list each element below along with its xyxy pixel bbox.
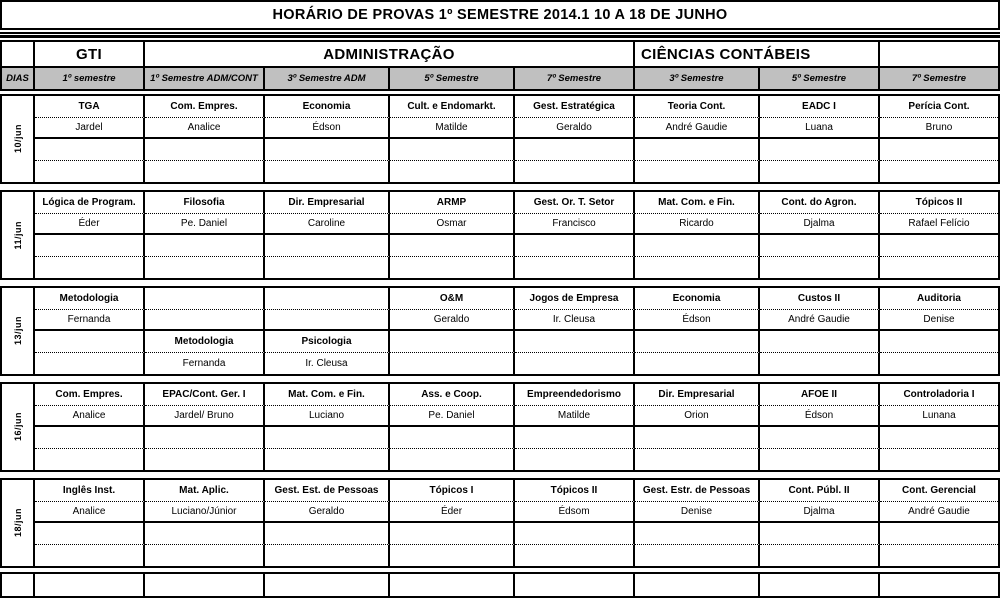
date-cell	[2, 288, 35, 374]
subject-cell	[265, 288, 390, 310]
subject-cell	[635, 139, 760, 161]
teacher-cell	[390, 161, 515, 183]
teacher-cell: André Gaudie	[635, 118, 760, 140]
teacher-cell: Bruno	[880, 118, 998, 140]
footer-cell	[2, 574, 35, 596]
teacher-cell	[35, 545, 145, 567]
subject-cell	[880, 427, 998, 449]
subject-cell	[515, 331, 635, 353]
teacher-cell	[145, 161, 265, 183]
col-header-gti-1sem: 1º semestre	[35, 68, 145, 89]
teacher-cell	[35, 449, 145, 471]
subject-cell	[515, 523, 635, 545]
teacher-cell	[390, 353, 515, 375]
teacher-cell: Lunana	[880, 406, 998, 428]
teacher-cell: Analice	[35, 502, 145, 524]
teacher-cell: Fernanda	[145, 353, 265, 375]
teacher-cell	[145, 449, 265, 471]
subject-cell	[145, 235, 265, 257]
footer-cell	[265, 574, 390, 596]
subject-cell: Inglês Inst.	[35, 480, 145, 502]
teacher-cell: Édson	[635, 310, 760, 332]
teacher-cell: Luciano/Júnior	[145, 502, 265, 524]
subject-cell: Jogos de Empresa	[515, 288, 635, 310]
subject-cell: Gest. Estr. de Pessoas	[635, 480, 760, 502]
footer-cell	[880, 574, 998, 596]
footer-cell	[145, 574, 265, 596]
teacher-cell: Édson	[760, 406, 880, 428]
teacher-cell: Osmar	[390, 214, 515, 236]
subject-cell: Com. Empres.	[35, 384, 145, 406]
date-cell	[2, 480, 35, 566]
date-label: 16/jun	[12, 412, 23, 442]
subject-cell: EPAC/Cont. Ger. I	[145, 384, 265, 406]
col-header-7sem-adm: 7º Semestre	[515, 68, 635, 89]
subject-cell	[760, 427, 880, 449]
day-block-10-jun	[0, 94, 1000, 184]
day-block-18-jun	[0, 478, 1000, 568]
footer-empty-row	[0, 572, 1000, 598]
subject-cell: ARMP	[390, 192, 515, 214]
subject-cell: Cont. Gerencial	[880, 480, 998, 502]
col-header-1sem-adm-cont: 1º Semestre ADM/CONT	[145, 68, 265, 89]
subject-cell	[35, 235, 145, 257]
teacher-cell: Ir. Cleusa	[515, 310, 635, 332]
teacher-cell	[880, 353, 998, 375]
date-cell	[2, 192, 35, 278]
footer-cell	[635, 574, 760, 596]
teacher-cell	[760, 545, 880, 567]
subject-cell: Empreendedorismo	[515, 384, 635, 406]
subject-cell	[515, 427, 635, 449]
subject-cell: O&M	[390, 288, 515, 310]
teacher-cell	[35, 257, 145, 279]
subject-cell	[145, 523, 265, 545]
subject-cell	[880, 331, 998, 353]
day-block-16-jun	[0, 382, 1000, 472]
subject-cell	[760, 331, 880, 353]
subject-cell	[635, 427, 760, 449]
footer-cell	[390, 574, 515, 596]
teacher-cell	[880, 161, 998, 183]
teacher-cell	[760, 353, 880, 375]
teacher-cell: Ir. Cleusa	[265, 353, 390, 375]
subject-cell	[390, 331, 515, 353]
teacher-cell	[760, 257, 880, 279]
teacher-cell	[265, 161, 390, 183]
subject-cell: Perícia Cont.	[880, 96, 998, 118]
teacher-cell	[390, 257, 515, 279]
subject-cell	[760, 235, 880, 257]
subject-cell: Cult. e Endomarkt.	[390, 96, 515, 118]
teacher-cell	[515, 545, 635, 567]
footer-cell	[35, 574, 145, 596]
teacher-cell	[880, 449, 998, 471]
col-header-5sem-cont: 5º Semestre	[760, 68, 880, 89]
teacher-cell	[635, 353, 760, 375]
title-separator	[0, 32, 1000, 38]
subject-cell	[515, 235, 635, 257]
subject-cell	[145, 427, 265, 449]
teacher-cell	[265, 257, 390, 279]
subject-cell	[635, 235, 760, 257]
date-cell	[2, 384, 35, 470]
subject-cell	[145, 288, 265, 310]
teacher-cell: Luana	[760, 118, 880, 140]
teacher-cell	[880, 257, 998, 279]
subject-cell	[390, 235, 515, 257]
teacher-cell: Analice	[35, 406, 145, 428]
subject-cell: Filosofia	[145, 192, 265, 214]
teacher-cell: Éder	[390, 502, 515, 524]
teacher-cell	[35, 161, 145, 183]
teacher-cell	[635, 545, 760, 567]
date-label: 11/jun	[12, 220, 23, 250]
teacher-cell: Geraldo	[265, 502, 390, 524]
date-label: 13/jun	[12, 316, 23, 346]
teacher-cell: Jardel	[35, 118, 145, 140]
subject-cell	[760, 523, 880, 545]
subject-cell	[145, 139, 265, 161]
subject-cell: Ass. e Coop.	[390, 384, 515, 406]
schedule-title: HORÁRIO DE PROVAS 1º SEMESTRE 2014.1 10 A 18 DE JUNHO	[0, 0, 1000, 30]
subject-cell	[265, 235, 390, 257]
col-header-7sem-cont: 7º Semestre	[911, 73, 967, 84]
teacher-cell: André Gaudie	[880, 502, 998, 524]
group-header-empty-right	[880, 42, 998, 66]
teacher-cell	[145, 310, 265, 332]
teacher-cell: Djalma	[760, 214, 880, 236]
date-cell	[2, 96, 35, 182]
group-header-administracao: ADMINISTRAÇÃO	[145, 42, 635, 66]
subject-cell	[880, 523, 998, 545]
dias-header: DIAS	[2, 68, 35, 89]
teacher-cell	[265, 545, 390, 567]
subject-cell: Gest. Or. T. Setor	[515, 192, 635, 214]
subject-cell	[390, 523, 515, 545]
teacher-cell	[265, 449, 390, 471]
subject-cell: Mat. Aplic.	[145, 480, 265, 502]
subject-cell	[515, 139, 635, 161]
day-block-11-jun	[0, 190, 1000, 280]
subject-cell	[35, 331, 145, 353]
teacher-cell	[760, 449, 880, 471]
teacher-cell	[515, 257, 635, 279]
teacher-cell: Éder	[35, 214, 145, 236]
teacher-cell: Rafael Felício	[880, 214, 998, 236]
teacher-cell: Denise	[880, 310, 998, 332]
teacher-cell	[635, 161, 760, 183]
subject-cell	[880, 235, 998, 257]
subject-cell: Psicologia	[265, 331, 390, 353]
subject-cell: Tópicos II	[880, 192, 998, 214]
semester-header-row	[0, 66, 1000, 91]
date-label: 18/jun	[12, 508, 23, 538]
subject-cell	[390, 139, 515, 161]
teacher-cell: Francisco	[515, 214, 635, 236]
subject-cell	[265, 523, 390, 545]
teacher-cell	[515, 449, 635, 471]
subject-cell	[390, 427, 515, 449]
subject-cell: TGA	[35, 96, 145, 118]
subject-cell: Dir. Empresarial	[265, 192, 390, 214]
subject-cell	[35, 427, 145, 449]
group-header-empty-left	[2, 42, 35, 66]
col-header-3sem-cont: 3º Semestre	[635, 68, 760, 89]
teacher-cell: Djalma	[760, 502, 880, 524]
teacher-cell	[880, 545, 998, 567]
teacher-cell: André Gaudie	[760, 310, 880, 332]
group-header-gti: GTI	[35, 42, 145, 66]
teacher-cell: Matilde	[390, 118, 515, 140]
date-label: 10/jun	[12, 124, 23, 154]
subject-cell: AFOE II	[760, 384, 880, 406]
subject-cell: Gest. Est. de Pessoas	[265, 480, 390, 502]
subject-cell: Mat. Com. e Fin.	[635, 192, 760, 214]
subject-cell: Com. Empres.	[145, 96, 265, 118]
col-header-3sem-adm: 3º Semestre ADM	[265, 68, 390, 89]
teacher-cell	[390, 545, 515, 567]
teacher-cell: Analice	[145, 118, 265, 140]
subject-cell: Gest. Estratégica	[515, 96, 635, 118]
course-group-header-row	[0, 40, 1000, 68]
subject-cell: EADC I	[760, 96, 880, 118]
subject-cell	[880, 139, 998, 161]
teacher-cell: Matilde	[515, 406, 635, 428]
subject-cell: Cont. Públ. II	[760, 480, 880, 502]
footer-cell	[515, 574, 635, 596]
subject-cell: Tópicos I	[390, 480, 515, 502]
teacher-cell: Édsom	[515, 502, 635, 524]
teacher-cell	[265, 310, 390, 332]
subject-cell: Metodologia	[35, 288, 145, 310]
subject-cell	[635, 331, 760, 353]
teacher-cell	[515, 353, 635, 375]
teacher-cell: Geraldo	[390, 310, 515, 332]
teacher-cell: Fernanda	[35, 310, 145, 332]
subject-cell: Economia	[635, 288, 760, 310]
teacher-cell: Jardel/ Bruno	[145, 406, 265, 428]
teacher-cell: Édson	[265, 118, 390, 140]
group-header-ciencias-contabeis: CIÊNCIAS CONTÁBEIS	[635, 42, 880, 66]
teacher-cell: Pe. Daniel	[390, 406, 515, 428]
subject-cell: Custos II	[760, 288, 880, 310]
teacher-cell: Caroline	[265, 214, 390, 236]
subject-cell	[265, 139, 390, 161]
teacher-cell: Denise	[635, 502, 760, 524]
teacher-cell: Pe. Daniel	[145, 214, 265, 236]
teacher-cell	[35, 353, 145, 375]
subject-cell: Dir. Empresarial	[635, 384, 760, 406]
teacher-cell: Geraldo	[515, 118, 635, 140]
subject-cell	[760, 139, 880, 161]
subject-cell: Tópicos II	[515, 480, 635, 502]
day-block-13-jun	[0, 286, 1000, 376]
teacher-cell: Luciano	[265, 406, 390, 428]
subject-cell: Cont. do Agron.	[760, 192, 880, 214]
teacher-cell: Orion	[635, 406, 760, 428]
subject-cell: Economia	[265, 96, 390, 118]
teacher-cell	[635, 257, 760, 279]
subject-cell: Metodologia	[145, 331, 265, 353]
subject-cell: Teoria Cont.	[635, 96, 760, 118]
subject-cell: Controladoria I	[880, 384, 998, 406]
col-header-5sem-adm: 5º Semestre	[390, 68, 515, 89]
subject-cell	[35, 139, 145, 161]
teacher-cell: Ricardo	[635, 214, 760, 236]
teacher-cell	[635, 449, 760, 471]
subject-cell	[635, 523, 760, 545]
subject-cell: Mat. Com. e Fin.	[265, 384, 390, 406]
teacher-cell	[390, 449, 515, 471]
teacher-cell	[760, 161, 880, 183]
teacher-cell	[145, 257, 265, 279]
teacher-cell	[515, 161, 635, 183]
teacher-cell	[145, 545, 265, 567]
footer-cell	[760, 574, 880, 596]
subject-cell	[265, 427, 390, 449]
subject-cell: Lógica de Program.	[35, 192, 145, 214]
subject-cell	[35, 523, 145, 545]
subject-cell: Auditoria	[880, 288, 998, 310]
